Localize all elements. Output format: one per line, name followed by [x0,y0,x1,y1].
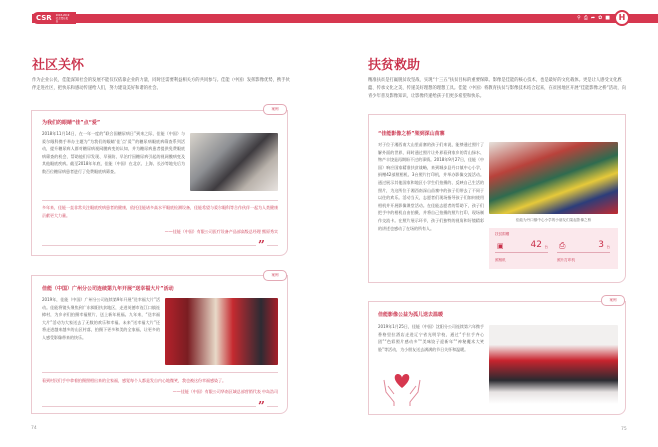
stat-unit: 台 [544,245,548,249]
case-text: 2019年，佳能（中国）广州分公司连续第9年开展“送幸福大片”活动。佳能将镜头聚焦到广东揭阳扶贫地区，走进英德市连江口镇连樟村，为乡亲们拍摄幸福照片，送上新年祝福。九年来，“送幸福大片”活动为大家送去了无数的欢乐和幸福。未来“送幸福大片”还将走进越来越多的山区村落，拍摄下更多和美的全家福，让更多的人感受影像带来的快乐。 [42,297,160,340]
stat-label: 照相机 [495,258,506,262]
page-number: 75 [621,427,627,432]
intro-text: 精准扶贫是打赢脱贫攻坚战、实现“十三五”扶贫目标的重要保障。影像是佳能的核心技术，也是最好的文化载体。更是让人感受文化底蕴、传承文化之美、传递美好理想的理想工具。佳能（中国）将教育扶贫与影像技术结合起来，在贫困地区开展“佳能影像之桥”活动，向青少年普及影像知识，让影像传递给孩子们更多希望和快乐。 [368,78,626,99]
printer-icon: ⎙ [559,241,566,250]
header-toolbar [577,14,610,23]
bookmark-icon[interactable]: ■ [605,15,610,21]
case-title: 佳能（中国）广州分公司连续第九年开展“送幸福大片”活动 [42,286,174,292]
stat-label: 照片打印机 [557,258,575,262]
home-icon[interactable]: H [614,10,630,26]
page-title: 社区关怀 [32,58,85,73]
photo-caption: 佳能为丹口镇中心小学的小朋友们架起影像之桥 [515,218,592,222]
students-photo [489,142,618,214]
quote-attribution: ——佳能（中国）有限公司华南区域总部营销代表 中岛浩司 [172,389,278,394]
volunteers-photo [489,325,618,404]
quote-mark-icon: ” [258,399,265,413]
stat-unit: 台 [606,245,610,249]
stat-cameras [495,240,548,253]
case-title: 佳能影像公益为孤儿送去温暖 [378,312,444,318]
case-text: 2018年11月14日，在一年一度的“联合国糖尿病日”到来之际，佳能（中国）与爱尔眼科携手举办主题为“为我们的眼睛‘佳’点‘爱’”的糖尿病眼底病筛查系列活动，提升糖尿病人群对糖尿病视网膜病变的认知，并为糖尿病患者提供免费眼底病筛查的机会，帮助他们早发现、早预防、早治疗因糖尿病引起的视网膜病变及其他眼底疾病。截至2018年年底，佳能（中国）在北京、上海、长沙等地先后为数百位糖尿病患者进行了免费眼底病筛查。 [42,131,185,174]
page-number: 74 [31,426,37,431]
quote-text: 多年来，佳能一直非常关注眼底疾病患者的健康，依托佳能诸多高水平眼底检测设备，佳能希望与爱尔眼科等合作伙伴一起为人类健康贡献更大力量。 [42,205,278,218]
stats-panel [489,228,618,269]
camera-icon: ▣ [497,242,504,250]
screening-photo [190,133,278,191]
leaf-icon[interactable]: ✿ [598,15,603,21]
share-icon[interactable]: ➦ [590,15,596,21]
csr-logo [32,12,76,24]
case-text: 对于位于湘西南大山里苗寨的孩子们来说，能够通过照片了解外面的世界，同时通过照片让外界看到家乡的青山绿水、物产丰饶是再期盼不过的事情。2018年9月27日，佳能（中国）响应国家精准扶贫战略，来到城步县丹口镇中心小学，捐赠42部照相机、3台照片打印机，并举办影像交流活动。通过展示其他国家和地区小学生们拍摄的、反映自己生活的照片，为这所位于湘西南深山苗寨中的孩子们带去了不同于以往的欢乐。活动当天，志愿者们现场指导孩子们如何使用相机并开展影像课堂活动。在佳能志愿者的帮助下，孩子们把手中的相机自由拍摄，并将自己拍摄的照片打印，现场制作交流卡。在照片展示环节，孩子们独特的视角和好镜精彩的讲述也感动了在场的所有人。 [378,142,484,231]
divider [42,245,278,246]
divider [42,200,278,201]
intro-text: 作为企业公民，佳能深知社会的发展不能仅仅依靠企业的力量，同时还需要利益相关方的共同参与。佳能（中国）发挥影像优势，携手伙伴走进社区，把快乐和感动传递给人们，努力建设美好和谐的社会。 [32,78,290,91]
stat-value: 42 [530,240,542,250]
stat-printers [557,240,610,253]
search-icon[interactable]: ⚲ [577,15,581,21]
case-tag: 案例 [263,270,287,281]
quote-attribution: ——佳能（中国）有限公司医疗设备产品部高级总经理 熊原秀实 [164,229,278,234]
divider [42,406,278,407]
logo-subtitle: 2018-2019 社会责任报告 [55,13,70,23]
case-title: “佳能影像之桥”架到深山苗寨 [378,131,445,137]
quote-mark-icon: ” [258,238,265,252]
case-tag: 案例 [263,104,287,115]
stats-label: 扶贫捐赠 [495,232,510,236]
case-tag: 案例 [601,295,625,306]
family-photo [165,298,278,365]
page-title: 扶贫救助 [368,58,421,73]
header-bar [32,14,658,23]
print-icon[interactable]: ⎙ [583,15,588,21]
case-title: 为我们的眼睛“佳”点“爱” [42,120,101,126]
divider [42,372,278,373]
case-text: 2019年1月25日，佳能（中国）沈阳分公司连续第六年携手香格里拉酒店走进辽宁省光明学校，通过“手拉手齐心团”“色彩照片感动多”“美味饺子迎新年”“神秘魔术大笑脸”等活动，为小朋友送去满满的节日关怀和温暖。 [378,324,484,352]
heart-hands-icon [382,372,422,410]
logo-text: CSR [36,14,52,22]
stat-value: 3 [598,240,604,250]
quote-text: 看到村民们手中拿着拍摄照相出来的全家福，感觉每个人都是发自内心地微笑，我也被这份幸福感染了。 [42,378,226,383]
